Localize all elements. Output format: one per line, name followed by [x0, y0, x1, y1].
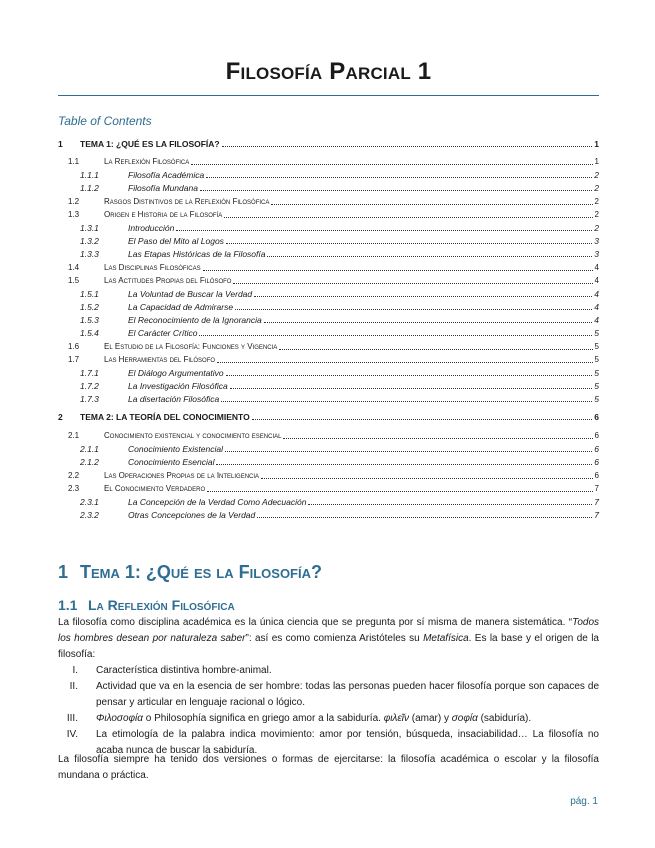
paragraph-versions: La filosofía siempre ha tenido dos versiones o formas de ejercitarse: la filosofía académica o escolar y la filosofía mundana o práctica.	[58, 754, 599, 781]
toc-entry-number: 1	[58, 139, 63, 149]
toc-entry-label: Conocimiento Esencial	[128, 457, 215, 467]
toc-dot-leader	[216, 463, 592, 465]
toc-entry-label: La disertación Filosófica	[128, 394, 220, 404]
toc-dot-leader	[283, 437, 592, 439]
toc-entry-label: Conocimiento Existencial	[128, 444, 223, 454]
toc-entry-label: El Conocimiento Verdadero	[104, 484, 206, 493]
toc-dot-leader	[221, 400, 592, 402]
list-item: III. Φιλοσοφία o Philosophía significa en griego amor a la sabiduría. φιλεῖν (amar) y σοφία (sabiduría).	[66, 713, 532, 724]
toc-entry-page: 5	[594, 342, 599, 351]
toc-entry[interactable]	[58, 247, 599, 259]
toc-dot-leader	[233, 282, 592, 284]
toc-entry-page: 6	[594, 471, 599, 480]
toc-entry[interactable]	[58, 469, 599, 481]
toc-entry[interactable]	[58, 508, 599, 520]
toc-entry-number: 1.5.1	[80, 289, 99, 299]
toc-entry-page: 6	[594, 431, 599, 440]
toc-entry[interactable]	[58, 429, 599, 441]
toc-entry-label: Introducción	[128, 223, 175, 233]
toc-dot-leader	[308, 503, 592, 505]
document-title: Filosofía Parcial 1	[225, 58, 432, 85]
heading-1	[58, 562, 322, 583]
toc-entry-number: 1.5	[68, 276, 80, 285]
toc-entry-label: El Diálogo Argumentativo	[128, 368, 224, 378]
toc-entry-page: 7	[594, 484, 599, 493]
toc-entry-page: 3	[594, 236, 599, 246]
toc-entry-label: Origen e Historia de la Filosofía	[104, 210, 223, 219]
toc-entry-label: Conocimiento existencial y conocimiento esencial	[104, 431, 282, 440]
list-item: IV. La etimología de la palabra indica movimiento: amor por tensión, búsqueda, insaciabilidad… La filosofía no acaba nunca de buscar la sabiduría.	[66, 729, 599, 756]
toc-entry-page: 6	[594, 457, 599, 467]
toc-entry-page: 6	[594, 444, 599, 454]
toc-entry-number: 1.6	[68, 342, 80, 351]
toc-entry-label: El Reconocimiento de la Ignorancia	[128, 315, 262, 325]
toc-entry-label: El Carácter Crítico	[128, 328, 198, 338]
toc-entry-label: Las Etapas Históricas de la Filosofía	[128, 249, 266, 259]
heading-2-text: La Reflexión Filosófica	[88, 597, 235, 613]
toc-entry-number: 1.5.2	[80, 302, 99, 312]
toc-entry[interactable]	[58, 274, 599, 286]
title-divider	[58, 95, 599, 96]
toc-entry-page: 4	[594, 263, 599, 272]
toc-entry-number: 1.3.3	[80, 249, 99, 259]
toc-entry-number: 1.3	[68, 210, 80, 219]
toc-entry-label: Las Herramientas del Filósofo	[104, 355, 216, 364]
toc-entry-number: 1.7.3	[80, 394, 99, 404]
toc-entry-page: 5	[594, 381, 599, 391]
toc-entry-number: 1.4	[68, 263, 80, 272]
toc-dot-leader	[252, 418, 593, 420]
toc-dot-leader	[222, 145, 593, 147]
toc-dot-leader	[226, 374, 593, 376]
toc-entry-label: Filosofía Académica	[128, 170, 205, 180]
toc-entry-page: 4	[594, 289, 599, 299]
toc-dot-leader	[200, 189, 592, 191]
list-item: II. Actividad que va en la esencia de ser hombre: todas las personas pueden hacer filosofía porque son capaces de pensar y articular en lenguaje racional o lógico.	[69, 681, 599, 708]
toc-entry-label: Otras Concepciones de la Verdad	[128, 510, 256, 520]
toc-entry-number: 1.3.2	[80, 236, 99, 246]
toc-entry-page: 5	[594, 394, 599, 404]
toc-dot-leader	[191, 163, 592, 165]
toc-entry-number: 2.1	[68, 431, 80, 440]
toc-entry-page: 2	[594, 223, 599, 233]
toc-entry-page: 5	[594, 368, 599, 378]
toc-entry-page: 2	[594, 210, 599, 219]
toc-entry[interactable]	[58, 137, 599, 149]
toc-entry-page: 5	[594, 328, 599, 338]
toc-dot-leader	[203, 269, 593, 271]
toc-entry-number: 2.3	[68, 484, 80, 493]
toc-entry-page: 7	[594, 510, 599, 520]
roman-list	[58, 663, 599, 759]
toc-entry-number: 1.1	[68, 157, 80, 166]
toc-entry-page: 4	[594, 276, 599, 285]
toc-entry-number: 1.7.2	[80, 381, 99, 391]
toc-dot-leader	[235, 308, 592, 310]
toc-entry-number: 1.2	[68, 197, 80, 206]
toc-entry[interactable]	[58, 287, 599, 299]
toc-entry[interactable]	[58, 379, 599, 391]
toc-entry[interactable]	[58, 261, 599, 273]
toc-entry[interactable]	[58, 221, 599, 233]
toc-entry-number: 2.2	[68, 471, 80, 480]
quote-text: Todos los hombres desean por naturaleza saber	[58, 617, 599, 644]
toc-entry-number: 1.5.3	[80, 315, 99, 325]
toc-entry[interactable]	[58, 208, 599, 220]
toc-entry[interactable]	[58, 482, 599, 494]
list-item: I. Característica distintiva hombre-animal.	[72, 665, 272, 676]
toc-dot-leader	[264, 321, 593, 323]
toc-entry-label: La Reflexión Filosófica	[104, 157, 190, 166]
toc-dot-leader	[254, 295, 592, 297]
toc-entry-label: La Capacidad de Admirarse	[128, 302, 234, 312]
toc-entry-label: Las Operaciones Propias de la Inteligencia	[104, 471, 260, 480]
paragraph-intro: La filosofía como disciplina académica es la única ciencia que se pregunta por sí misma de manera sistemática. “Todos los hombres desean por naturaleza saber”: así es como comienza Aristóteles su Metafísica. Es la base y el origen de la filosofía:	[58, 617, 599, 660]
toc-entry-label: Filosofía Mundana	[128, 183, 198, 193]
toc-dot-leader	[199, 334, 592, 336]
toc-dot-leader	[271, 203, 592, 205]
toc-entry-label: Las Disciplinas Filosóficas	[104, 263, 201, 272]
toc-entry-page: 2	[594, 170, 599, 180]
toc-entry[interactable]	[58, 340, 599, 352]
toc-dot-leader	[217, 361, 593, 363]
toc-entry-label: La Concepción de la Verdad Como Adecuación	[128, 497, 307, 507]
toc-entry-number: 2.3.1	[80, 497, 99, 507]
toc-entry-label: TEMA 1: ¿QUÉ ES LA FILOSOFÍA?	[80, 139, 220, 149]
heading-1-text: Tema 1: ¿Qué es la Filosofía?	[80, 562, 322, 582]
toc-entry-number: 1.7	[68, 355, 80, 364]
toc-entry[interactable]	[58, 326, 599, 338]
toc-dot-leader	[230, 387, 593, 389]
toc-dot-leader	[224, 216, 592, 218]
toc-entry-number: 2.1.1	[80, 444, 99, 454]
toc-entry-page: 4	[594, 315, 599, 325]
toc-entry-label: El Paso del Mito al Logos	[128, 236, 224, 246]
toc-entry-page: 1	[594, 157, 599, 166]
toc-entry[interactable]	[58, 455, 599, 467]
toc-entry-label: La Voluntad de Buscar la Verdad	[128, 289, 253, 299]
toc-entry[interactable]	[58, 313, 599, 325]
toc-entry-number: 1.1.1	[80, 170, 99, 180]
toc-entry[interactable]	[58, 495, 599, 507]
toc-entry-label: La Investigación Filosófica	[128, 381, 228, 391]
toc-dot-leader	[176, 229, 592, 231]
toc-entry-page: 5	[594, 355, 599, 364]
toc-entry-number: 2.1.2	[80, 457, 99, 467]
toc-entry-page: 7	[594, 497, 599, 507]
toc-entry[interactable]	[58, 300, 599, 312]
toc-dot-leader	[225, 450, 592, 452]
toc-heading: Table of Contents	[58, 114, 152, 128]
toc-dot-leader	[279, 348, 592, 350]
toc-entry-page: 4	[594, 302, 599, 312]
toc-entry-number: 2.3.2	[80, 510, 99, 520]
toc-entry[interactable]	[58, 234, 599, 246]
toc-dot-leader	[207, 490, 592, 492]
toc-entry-label: Las Actitudes Propias del Filósofo	[104, 276, 232, 285]
heading-2-number: 1.1	[58, 597, 78, 613]
toc-entry-page: 3	[594, 249, 599, 259]
toc-dot-leader	[261, 477, 593, 479]
book-title: Metafísica	[423, 633, 469, 644]
toc-entry-number: 1.5.4	[80, 328, 99, 338]
toc-dot-leader	[226, 242, 592, 244]
toc-dot-leader	[257, 516, 592, 518]
toc-entry-page: 6	[594, 412, 599, 422]
toc-entry[interactable]	[58, 353, 599, 365]
toc-entry-label: Rasgos Distintivos de la Reflexión Filosófica	[104, 197, 270, 206]
toc-entry-page: 1	[594, 139, 599, 149]
toc-entry-page: 2	[594, 197, 599, 206]
heading-2	[58, 597, 235, 613]
toc-entry[interactable]	[58, 410, 599, 422]
toc-entry[interactable]	[58, 195, 599, 207]
heading-1-number: 1	[58, 562, 69, 582]
toc-entry[interactable]	[58, 392, 599, 404]
toc-entry[interactable]	[58, 442, 599, 454]
toc-entry-label: El Estudio de la Filosofía: Funciones y Vigencia	[104, 342, 278, 351]
page-number: pág. 1	[570, 796, 598, 807]
toc-entry[interactable]	[58, 181, 599, 193]
toc-entry[interactable]	[58, 168, 599, 180]
toc-entry-page: 2	[594, 183, 599, 193]
toc-entry[interactable]	[58, 155, 599, 167]
toc-dot-leader	[267, 255, 592, 257]
toc-entry[interactable]	[58, 366, 599, 378]
toc-entry-label: TEMA 2: LA TEORÍA DEL CONOCIMIENTO	[80, 412, 250, 422]
toc-dot-leader	[206, 176, 592, 178]
toc-entry-number: 2	[58, 412, 63, 422]
toc-entry-number: 1.3.1	[80, 223, 99, 233]
toc-entry-number: 1.7.1	[80, 368, 99, 378]
toc-entry-number: 1.1.2	[80, 183, 99, 193]
